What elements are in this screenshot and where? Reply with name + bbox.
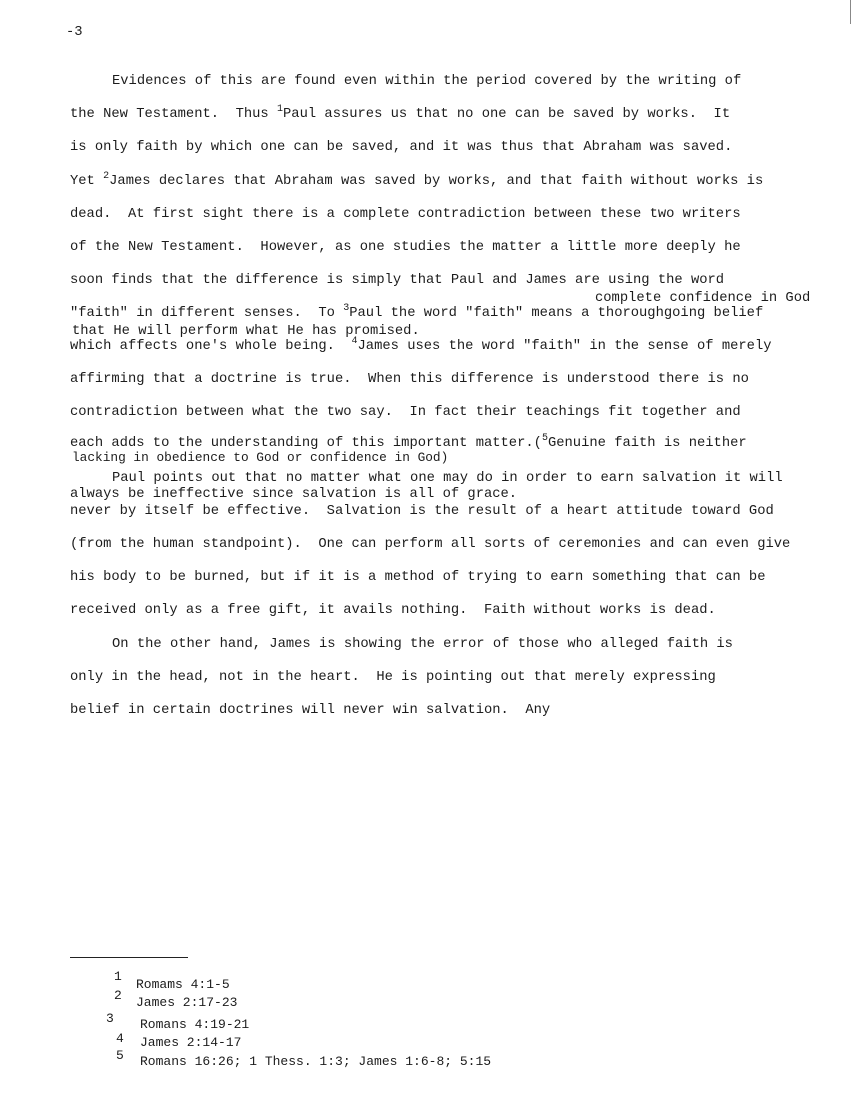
body-line-16: never by itself be effective. Salvation is the result of a heart attitude toward God <box>70 504 774 519</box>
footnote-number: 2 <box>114 988 122 1003</box>
body-line-20: On the other hand, James is showing the error of those who alleged faith is <box>112 637 733 652</box>
footnote-number: 5 <box>116 1048 124 1063</box>
text-segment: Yet <box>70 174 104 189</box>
body-line-10: affirming that a doctrine is true. When this difference is understood there is no <box>70 372 749 387</box>
text-segment: Genuine faith is neither <box>547 436 747 451</box>
text-segment: which affects one's whole being. <box>70 339 352 354</box>
footnote-text: Romams 4:1-5 <box>136 977 230 992</box>
footnote-ref-3: 3 <box>343 303 350 314</box>
page-edge-mark <box>844 0 851 24</box>
text-segment: James uses the word "faith" in the sense of merely <box>357 339 772 354</box>
footnote-ref-2: 2 <box>103 171 110 182</box>
body-line-6: of the New Testament. However, as one studies the matter a little more deeply he <box>70 240 741 255</box>
footnote-number: 4 <box>116 1031 124 1046</box>
footnote-divider <box>70 957 188 958</box>
interlinear-insert-4: always be ineffective since salvation is all of grace. <box>70 487 518 502</box>
body-line-19: received only as a free gift, it avails nothing. Faith without works is dead. <box>70 603 716 618</box>
footnote-ref-4: 4 <box>351 336 358 347</box>
footnote-ref-1: 1 <box>277 104 284 115</box>
body-line-3: is only faith by which one can be saved, and it was thus that Abraham was saved. <box>70 140 733 155</box>
text-segment: each adds to the understanding of this important matter.( <box>70 436 542 451</box>
body-line-17: (from the human standpoint). One can perform all sorts of ceremonies and can even give <box>70 537 791 552</box>
text-segment: Paul the word "faith" means a thoroughgoing belief <box>349 306 764 321</box>
footnote-ref-5: 5 <box>541 433 548 444</box>
body-line-22: belief in certain doctrines will never win salvation. Any <box>70 703 551 718</box>
text-segment: "faith" in different senses. To <box>70 306 344 321</box>
body-line-5: dead. At first sight there is a complete contradiction between these two writers <box>70 207 741 222</box>
footnote-number: 3 <box>106 1011 114 1026</box>
page-number: -3 <box>66 25 83 40</box>
footnote-number: 1 <box>114 969 122 984</box>
footnote-text: James 2:14-17 <box>140 1035 242 1050</box>
body-line-9 <box>70 336 772 355</box>
text-segment: James declares that Abraham was saved by works, and that faith without works is <box>109 174 764 189</box>
body-line-8 <box>70 303 764 322</box>
footnote-text: Romans 16:26; 1 Thess. 1:3; James 1:6-8; 5:15 <box>140 1054 492 1069</box>
footnote-text: James 2:17-23 <box>136 995 238 1010</box>
interlinear-insert-2: that He will perform what He has promised. <box>72 324 420 339</box>
body-line-11: contradiction between what the two say. In fact their teachings fit together and <box>70 405 741 420</box>
body-line-18: his body to be burned, but if it is a method of trying to earn something that can be <box>70 570 766 585</box>
body-line-14: Paul points out that no matter what one may do in order to earn salvation it will <box>112 471 783 486</box>
interlinear-insert-1: complete confidence in God <box>595 291 811 306</box>
text-segment: the New Testament. Thus <box>70 107 277 122</box>
body-line-4 <box>70 171 764 190</box>
body-line-1: Evidences of this are found even within the period covered by the writing of <box>112 74 742 89</box>
text-segment: Paul assures us that no one can be saved by works. It <box>283 107 731 122</box>
body-line-21: only in the head, not in the heart. He is pointing out that merely expressing <box>70 670 716 685</box>
footnote-text: Romans 4:19-21 <box>140 1017 250 1032</box>
body-line-2 <box>70 104 731 123</box>
interlinear-insert-3: lacking in obedience to God or confidence in God) <box>72 450 449 465</box>
body-line-7: soon finds that the difference is simply that Paul and James are using the word <box>70 273 725 288</box>
